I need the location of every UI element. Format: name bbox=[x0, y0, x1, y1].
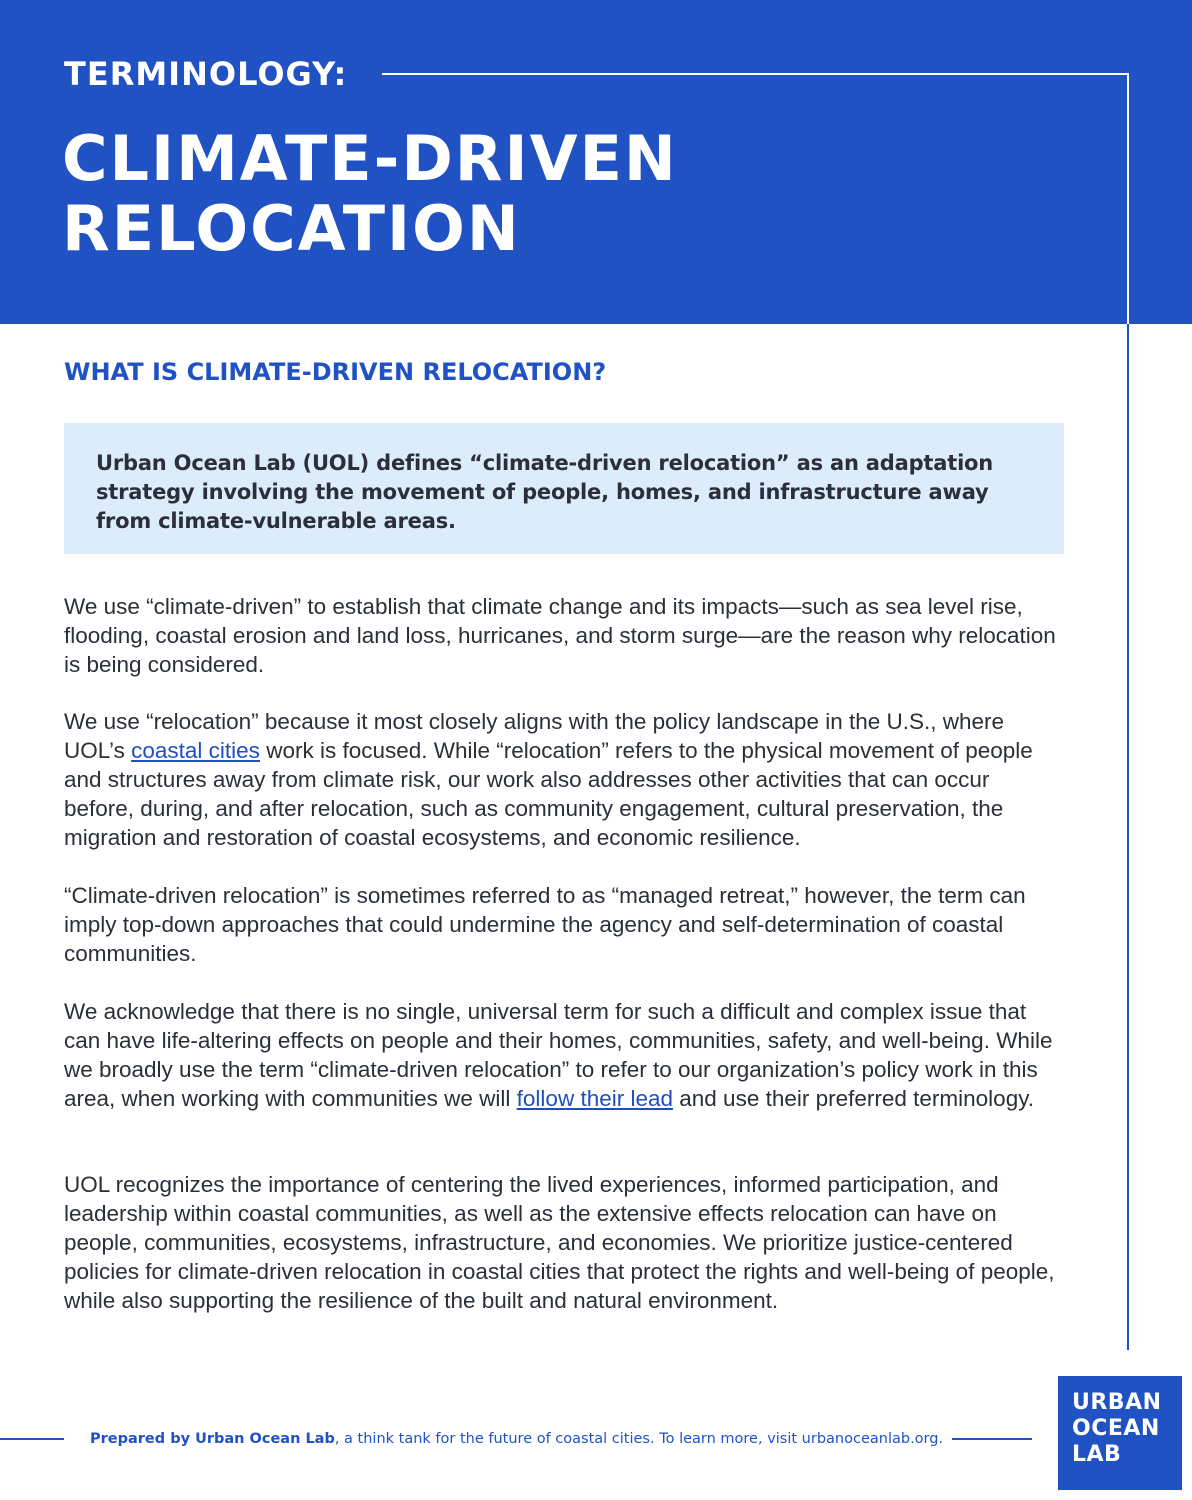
paragraph-managed-retreat: “Climate-driven relocation” is sometimes referred to as “managed retreat,” however, the term can imply top-down approaches that could undermine the agency and self-determination of coastal communities. bbox=[64, 883, 1026, 966]
paragraph-relocation-text-1: We use “relocation” because it most closely aligns with the policy landscape in the U.S., where UOL’s bbox=[64, 709, 1005, 763]
paragraph-relocation bbox=[64, 707, 1064, 852]
paragraph-acknowledgement-text-1: We acknowledge that there is no single, universal term for such a difficult and complex issue that can have life-altering effects on people and their homes, communities, safety, and well-being. While we broadly use the term “climate-driven relocation” to refer to our organization’s policy work in this area, when working with communities we will bbox=[64, 999, 1053, 1111]
section-heading: WHAT IS CLIMATE-DRIVEN RELOCATION? bbox=[64, 358, 607, 386]
title-line-1: CLIMATE-DRIVEN bbox=[62, 122, 678, 195]
header-banner bbox=[0, 0, 1192, 324]
footer-credit bbox=[90, 1429, 943, 1449]
header-vertical-rule bbox=[1127, 73, 1129, 324]
footer-rule-right bbox=[952, 1438, 1032, 1440]
footer-prepared-by: Prepared by Urban Ocean Lab bbox=[90, 1431, 335, 1447]
paragraph-acknowledgement-text-2: and use their preferred terminology. bbox=[673, 1086, 1035, 1111]
footer-tagline: , a think tank for the future of coastal cities. To learn more, visit urbanoceanlab.org. bbox=[334, 1431, 944, 1447]
footer-rule-left bbox=[0, 1438, 64, 1440]
coastal-cities-link[interactable]: coastal cities bbox=[131, 738, 260, 763]
paragraph-relocation-text-2: work is focused. While “relocation” refers to the physical movement of people and structures away from climate risk, our work also addresses other activities that can occur before, during, and after relocation, such as community engagement, cultural preservation, the migration and restoration of coastal ecosystems, and economic resilience. bbox=[64, 738, 1033, 850]
urban-ocean-lab-logo bbox=[1058, 1376, 1182, 1490]
definition-callout bbox=[64, 423, 1064, 554]
kicker-label: TERMINOLOGY: bbox=[64, 55, 348, 93]
paragraph-climate-driven: We use “climate-driven” to establish that climate change and its impacts—such as sea level rise, flooding, coastal erosion and land loss, hurricanes, and storm surge—are the reason why relocation is being considered. bbox=[64, 594, 1056, 677]
paragraph-justice: UOL recognizes the importance of centering the lived experiences, informed participation, and leadership within coastal communities, as well as the extensive effects relocation can have on people, communities, ecosystems, infrastructure, and economies. We prioritize justice-centered policies for climate-driven relocation in coastal cities that protect the rights and well-being of people, while also supporting the resilience of the built and natural environment. bbox=[64, 1172, 1055, 1313]
page-vertical-rule bbox=[1127, 324, 1129, 1350]
title-line-2: RELOCATION bbox=[62, 192, 521, 265]
page-title bbox=[62, 124, 678, 264]
follow-their-lead-link[interactable]: follow their lead bbox=[516, 1086, 674, 1111]
paragraph-acknowledgement bbox=[64, 997, 1064, 1113]
logo-line-3: LAB bbox=[1072, 1442, 1122, 1467]
definition-text: Urban Ocean Lab (UOL) defines “climate-driven relocation” as an adaptation strategy involving the movement of people, homes, and infrastructure away from climate-vulnerable areas. bbox=[96, 451, 994, 533]
header-rule bbox=[382, 73, 1129, 75]
logo-line-1: URBAN bbox=[1072, 1390, 1162, 1415]
logo-line-2: OCEAN bbox=[1072, 1416, 1160, 1441]
